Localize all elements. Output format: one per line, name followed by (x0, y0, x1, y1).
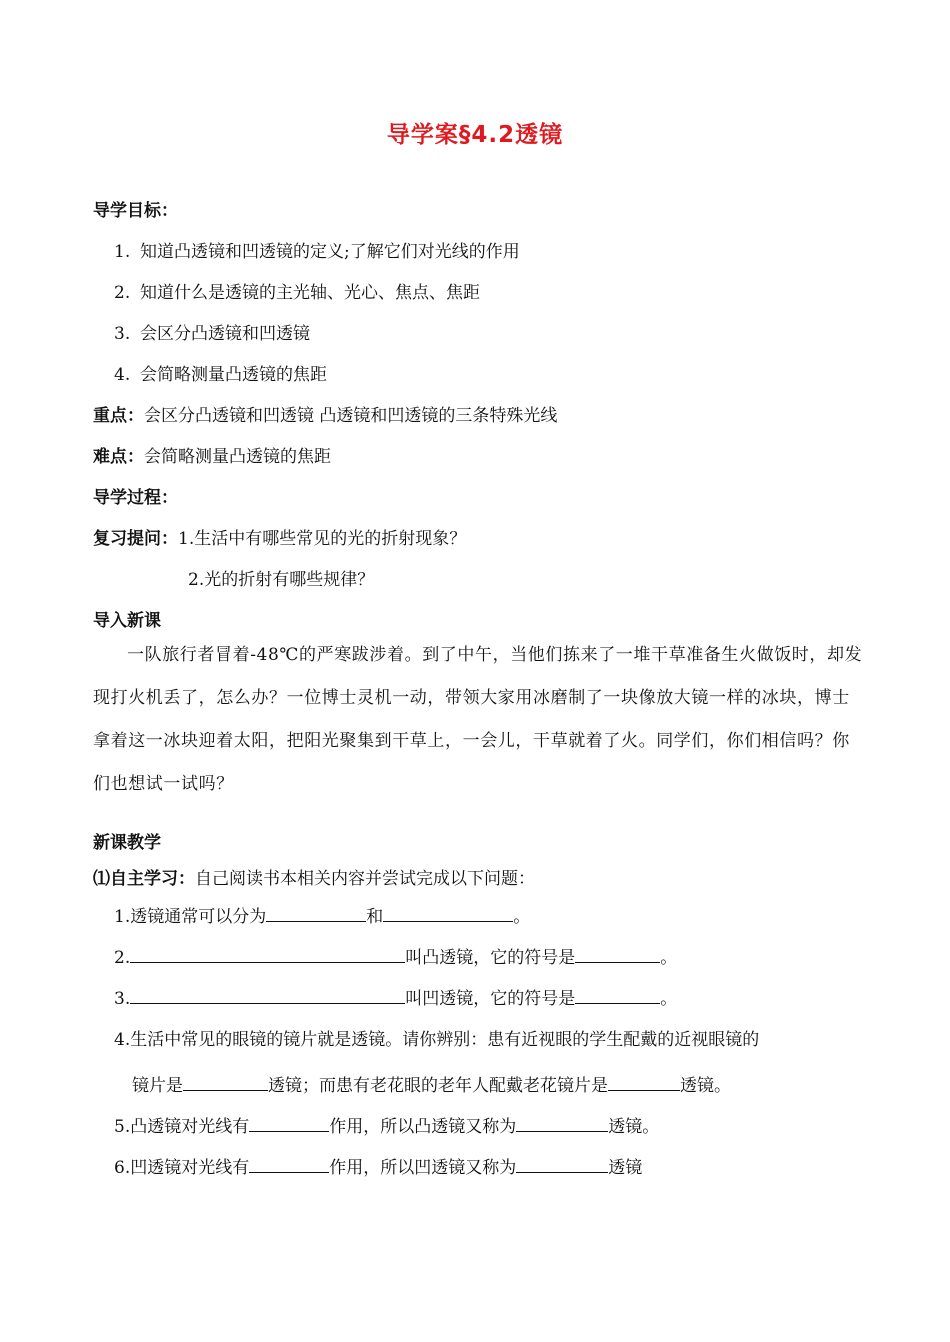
process-heading: 导学过程： (93, 488, 178, 508)
objective-number: 1. (114, 242, 131, 262)
question-text: 。 (513, 907, 531, 927)
question-3 (114, 984, 677, 1009)
question-number: 4. (114, 1030, 131, 1050)
question-text: 生活中常见的眼镜的镜片就是透镜。请你辨别：患有近视眼的学生配戴的近视眼镜的 (130, 1030, 760, 1050)
question-text: 和 (366, 907, 384, 927)
question-text: 透镜；而患有老花眼的老年人配戴老花镜片是 (268, 1076, 608, 1096)
question-number: 5. (114, 1117, 131, 1137)
question-text: 凸透镜对光线有 (130, 1117, 250, 1137)
question-number: 3. (114, 989, 131, 1009)
question-text: 透镜 (608, 1158, 643, 1178)
objective-number: 2. (114, 283, 131, 303)
review-q1-text: 1.生活中有哪些常见的光的折射现象？ (178, 529, 467, 549)
objective-text: 会区分凸透镜和凹透镜 (140, 324, 310, 344)
objective-item (114, 237, 520, 262)
question-text: 。 (660, 989, 678, 1009)
question-6 (114, 1153, 642, 1178)
answer-blank[interactable] (575, 945, 660, 963)
question-4 (114, 1025, 759, 1050)
difficulty-text: 会简略测量凸透镜的焦距 (144, 447, 331, 467)
answer-blank[interactable] (249, 1114, 329, 1132)
question-5 (114, 1112, 659, 1137)
question-text: 叫凹透镜，它的符号是 (405, 989, 576, 1009)
answer-blank[interactable] (575, 986, 660, 1004)
answer-blank[interactable] (516, 1155, 608, 1173)
key-point (93, 401, 557, 426)
objective-item (114, 319, 310, 344)
question-text: 作用，所以凹透镜又称为 (329, 1158, 517, 1178)
self-study-text: 自己阅读书本相关内容并尝试完成以下问题： (195, 869, 535, 889)
answer-blank[interactable] (266, 904, 366, 922)
intro-paragraph: 一队旅行者冒着-48℃的严寒跋涉着。到了中午，当他们拣来了一堆干草准备生火做饭时，却发现打火机丢了，怎么办？一位博士灵机一动，带领大家用冰磨制了一块像放大镜一样的冰块，博士拿着这一冰块迎着太阳，把阳光聚集到干草上，一会儿，干草就着了火。同学们，你们相信吗？你们也想试一试吗？ (93, 645, 863, 794)
question-text: 透镜。 (608, 1117, 660, 1137)
question-text: 透镜通常可以分为 (130, 907, 267, 927)
answer-blank[interactable] (608, 1073, 680, 1091)
question-text: 透镜。 (680, 1076, 731, 1096)
question-text: 镜片是 (132, 1076, 183, 1096)
review-question-1 (93, 524, 466, 549)
objective-text: 知道凸透镜和凹透镜的定义;了解它们对光线的作用 (140, 242, 520, 262)
answer-blank[interactable] (130, 945, 405, 963)
objective-text: 会简略测量凸透镜的焦距 (140, 365, 327, 385)
review-question-2: 2.光的折射有哪些规律？ (188, 570, 375, 590)
question-text: 作用，所以凸透镜又称为 (329, 1117, 517, 1137)
question-text: 。 (660, 948, 678, 968)
answer-blank[interactable] (130, 986, 405, 1004)
intro-heading: 导入新课 (93, 611, 161, 631)
question-2 (114, 943, 677, 968)
objective-item (114, 278, 480, 303)
objective-number: 4. (114, 365, 131, 385)
key-point-label: 重点： (93, 406, 144, 426)
question-number: 6. (114, 1158, 131, 1178)
question-number: 2. (114, 948, 131, 968)
self-study-label: ⑴自主学习： (93, 869, 195, 889)
objectives-heading: 导学目标： (93, 201, 178, 221)
answer-blank[interactable] (516, 1114, 608, 1132)
answer-blank[interactable] (383, 904, 513, 922)
difficulty (93, 442, 331, 467)
answer-blank[interactable] (183, 1073, 268, 1091)
objective-number: 3. (114, 324, 131, 344)
new-lesson-heading: 新课教学 (93, 833, 161, 853)
answer-blank[interactable] (249, 1155, 329, 1173)
page-title: 导学案§4.2透镜 (386, 122, 564, 148)
question-text: 凹透镜对光线有 (130, 1158, 250, 1178)
objective-text: 知道什么是透镜的主光轴、光心、焦点、焦距 (140, 283, 480, 303)
question-number: 1. (114, 907, 131, 927)
key-point-text: 会区分凸透镜和凹透镜 凸透镜和凹透镜的三条特殊光线 (144, 406, 558, 426)
question-1 (114, 902, 530, 927)
question-text: 叫凸透镜，它的符号是 (405, 948, 576, 968)
review-label: 复习提问： (93, 529, 178, 549)
self-study (93, 864, 535, 889)
difficulty-label: 难点： (93, 447, 144, 467)
question-4-continued (132, 1071, 731, 1096)
objective-item (114, 360, 327, 385)
